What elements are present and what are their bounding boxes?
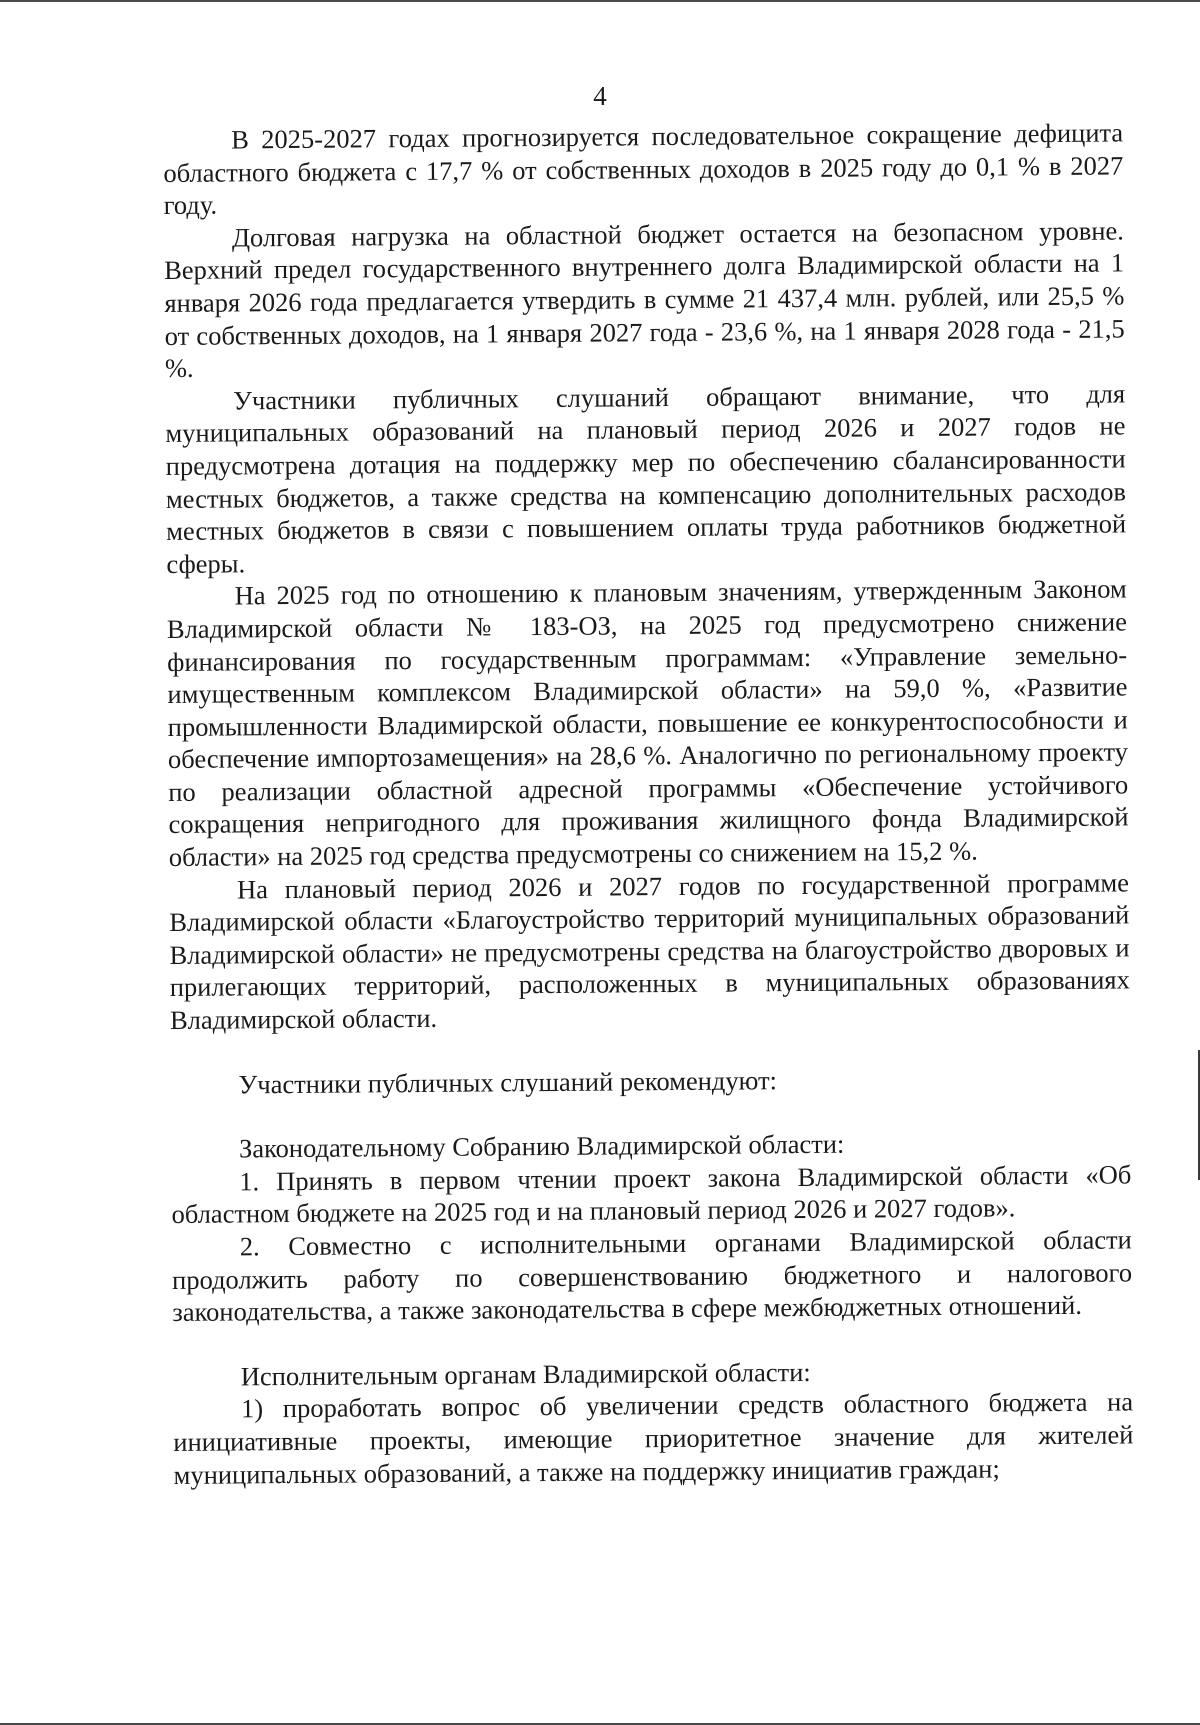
page-number: 4 (593, 81, 607, 111)
paragraph-deficit: В 2025-2027 годах прогнозируется последовательное сокращение дефицита областного бюджета с 17,7 % от собственных доходов в 2025 году до 0,1 % в 2027 году. (163, 117, 1124, 221)
scan-edge-top (0, 0, 1200, 2)
paragraph-subsidies: Участники публичных слушаний обращают внимание, что для муниципальных образований на плановый период 2026 и 2027 годов не предусмотрена дотация на поддержку мер по обеспечению сбалансированности местных бюджетов, а также средства на компенсацию дополнительных расходов местных бюджетов в связи с повышением оплаты труда работников бюджетной сферы. (165, 378, 1127, 579)
executive-item-1: 1) проработать вопрос об увеличении средств областного бюджета на инициативные проекты, имеющие приоритетное значение для жителей муниципальных образований, а также на поддержку инициатив граждан; (173, 1386, 1134, 1490)
assembly-item-2: 2. Совместно с исполнительными органами Владимирской области продолжить работу по совершенствованию бюджетного и налогового законодательства, а также законодательства в сфере межбюджетных отношений. (171, 1224, 1133, 1328)
paragraph-improvement: На плановый период 2026 и 2027 годов по государственной программе Владимирской области «Благоустройство территорий муниципальных образований Владимирской области» не предусмотрены средства на благоустройство дворовых и прилегающих территорий, расположенных в муниципальных образованиях Владимирской области. (169, 867, 1130, 1036)
assembly-item-1: 1. Принять в первом чтении проект закона Владимирской области «Об областном бюджете на 2025 год и на плановый период 2026 и 2027 годов». (171, 1159, 1132, 1230)
executive-heading: Исполнительным органам Владимирской области: (240, 1356, 811, 1392)
recommendations-heading: Участники публичных слушаний рекомендуют: (238, 1064, 778, 1100)
paragraph-programs-2025: На 2025 год по отношению к плановым значениям, утвержденным Законом Владимирской области № 183-ОЗ, на 2025 год предусмотрено снижение финансирования по государственным программам: «Управление земельно-имущественным комплексом Владимирской области» на 59,0 %, «Развитие промышленности Владимирской области, повышение ее конкурентоспособности и обеспечение импортозамещения» на 28,6 %. Аналогично по региональному проекту по реализации областной адресной программы «Обеспечение устойчивого сокращения непригодного для проживания жилищного фонда Владимирской области» на 2025 год средства предусмотрены со снижением на 15,2 %. (166, 573, 1129, 873)
assembly-heading: Законодательному Собранию Владимирской области: (238, 1128, 845, 1164)
document-body (163, 116, 1134, 1491)
paragraph-debt-load: Долговая нагрузка на областной бюджет остается на безопасном уровне. Верхний предел государственного внутреннего долга Владимирской области на 1 января 2026 года предлагается утвердить в сумме 21 437,4 млн. рублей, или 25,5 % от собственных доходов, на 1 января 2027 года - 23,6 %, на 1 января 2028 года - 21,5 %. (164, 215, 1125, 384)
